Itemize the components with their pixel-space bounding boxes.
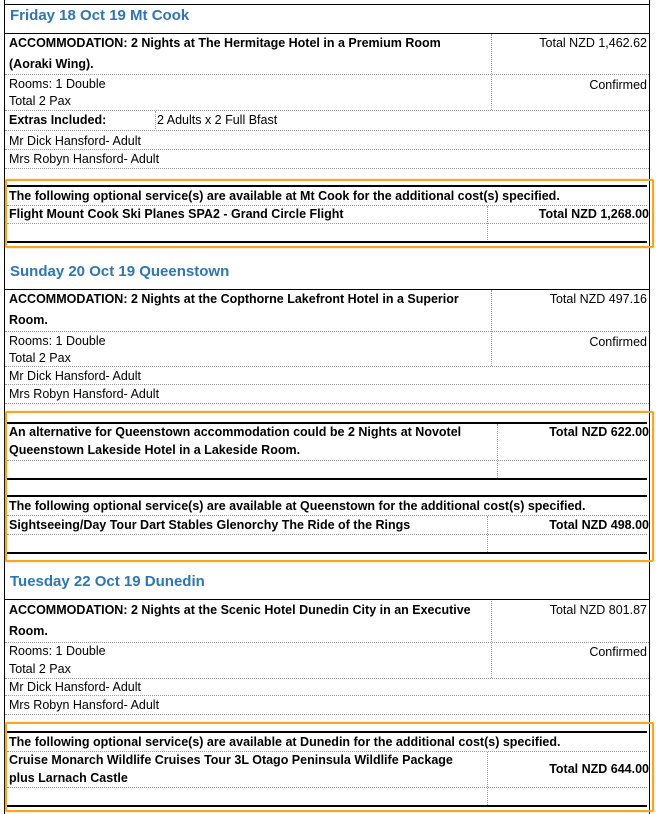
- optional-total: Total NZD 498.00: [549, 518, 649, 532]
- optional-box-bottom: [7, 241, 647, 243]
- row-divider: [7, 787, 647, 788]
- extras-value: 2 Adults x 2 Full Bfast: [157, 113, 278, 127]
- status-text: Confirmed: [589, 335, 647, 349]
- section-divider: [5, 4, 649, 5]
- accommodation-line: ACCOMMODATION: 2 Nights at the Copthorne Lakefront Hotel in a Superior: [9, 292, 459, 306]
- column-divider: [497, 424, 498, 478]
- day-heading: Sunday 20 Oct 19 Queenstown: [10, 263, 230, 280]
- rooms-text: Rooms: 1 Double: [9, 77, 106, 91]
- status-text: Confirmed: [589, 78, 647, 92]
- guest-name: Mr Dick Hansford- Adult: [9, 680, 141, 694]
- accommodation-total: Total NZD 497.16: [549, 292, 647, 306]
- optional-header: The following optional service(s) are available at Dunedin for the additional cost(s) specified.: [9, 735, 561, 749]
- row-divider: [5, 403, 649, 404]
- accommodation-total: Total NZD 1,462.62: [539, 36, 647, 50]
- table-top-border: [5, 599, 649, 600]
- optional-box-bottom: [7, 805, 647, 807]
- optional-service: Cruise Monarch Wildlife Cruises Tour 3L Otago Peninsula Wildlife Package: [9, 753, 453, 767]
- column-divider: [491, 34, 492, 110]
- optional-total: Total NZD 644.00: [549, 762, 649, 776]
- itinerary-page: [4, 0, 650, 814]
- row-divider: [5, 168, 649, 169]
- alternative-total: Total NZD 622.00: [549, 425, 649, 439]
- optional-service: Flight Mount Cook Ski Planes SPA2 - Grand Circle Flight: [9, 207, 344, 221]
- column-divider: [491, 601, 492, 678]
- accommodation-line: Room.: [9, 313, 48, 327]
- rooms-text: Rooms: 1 Double: [9, 334, 106, 348]
- column-divider: [487, 752, 488, 805]
- pax-text: Total 2 Pax: [9, 662, 71, 676]
- guest-name: Mrs Robyn Hansford- Adult: [9, 698, 160, 712]
- optional-service: Sightseeing/Day Tour Dart Stables Glenorchy The Ride of the Rings: [9, 518, 411, 532]
- row-divider: [7, 223, 647, 224]
- row-divider: [5, 714, 649, 715]
- accommodation-line: Room.: [9, 624, 48, 638]
- column-divider: [491, 290, 492, 366]
- alternative-line: Queenstown Lakeside Hotel in a Lakeside Room.: [9, 443, 301, 457]
- pax-text: Total 2 Pax: [9, 351, 71, 365]
- row-divider: [5, 130, 649, 131]
- optional-total: Total NZD 1,268.00: [538, 207, 649, 221]
- status-text: Confirmed: [589, 645, 647, 659]
- extras-label: Extras Included:: [9, 113, 107, 127]
- optional-service: plus Larnach Castle: [9, 771, 128, 785]
- day-heading: Tuesday 22 Oct 19 Dunedin: [10, 573, 205, 590]
- row-divider: [7, 460, 647, 461]
- row-divider: [7, 534, 647, 535]
- column-divider: [487, 206, 488, 242]
- pax-text: Total 2 Pax: [9, 94, 71, 108]
- optional-box-bottom: [7, 552, 647, 554]
- guest-name: Mr Dick Hansford- Adult: [9, 134, 141, 148]
- alternative-box-bottom: [7, 478, 647, 480]
- guest-name: Mrs Robyn Hansford- Adult: [9, 387, 160, 401]
- accommodation-line: ACCOMMODATION: 2 Nights at The Hermitage Hotel in a Premium Room: [9, 36, 441, 50]
- rooms-text: Rooms: 1 Double: [9, 644, 106, 658]
- optional-header: The following optional service(s) are available at Queenstown for the additional cost(s) specified.: [9, 499, 586, 513]
- guest-name: Mrs Robyn Hansford- Adult: [9, 152, 160, 166]
- accommodation-total: Total NZD 801.87: [549, 603, 647, 617]
- accommodation-line: (Aoraki Wing).: [9, 57, 94, 71]
- guest-name: Mr Dick Hansford- Adult: [9, 369, 141, 383]
- column-divider: [155, 111, 156, 129]
- alternative-line: An alternative for Queenstown accommodation could be 2 Nights at Novotel: [9, 425, 462, 439]
- day-heading: Friday 18 Oct 19 Mt Cook: [10, 7, 190, 24]
- optional-header: The following optional service(s) are available at Mt Cook for the additional cost(s) specified.: [9, 189, 560, 203]
- accommodation-line: ACCOMMODATION: 2 Nights at the Scenic Hotel Dunedin City in an Executive: [9, 603, 471, 617]
